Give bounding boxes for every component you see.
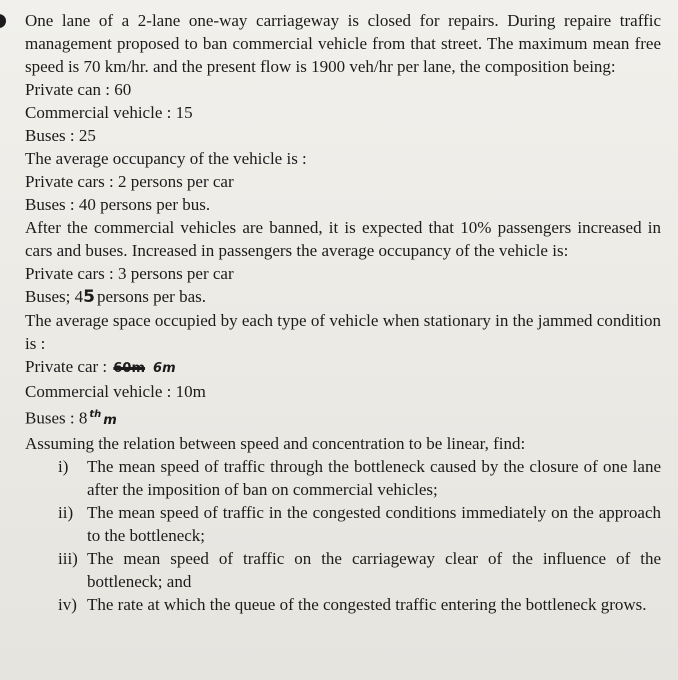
question-number: i) (58, 456, 69, 476)
question-item (25, 501, 661, 547)
composition-private: Private can : 60 (25, 80, 132, 99)
space-buses-label: Buses : 8 (25, 408, 88, 428)
question-text: The mean speed of traffic on the carriageway clear of the influence of the bottleneck; and (87, 548, 661, 591)
question-list (25, 455, 661, 616)
question-item (25, 593, 661, 616)
composition-buses: Buses : 25 (25, 126, 96, 145)
question-item (25, 547, 661, 593)
question-text: The rate at which the queue of the congested traffic entering the bottleneck grows. (87, 594, 647, 614)
new-occupancy-cars: Private cars : 3 persons per car (25, 264, 234, 283)
handwritten-sup: th (89, 409, 102, 420)
question-number: iv) (58, 594, 77, 614)
new-occupancy-buses (25, 285, 661, 309)
occupancy-buses: Buses : 40 persons per bus. (25, 195, 211, 214)
space-commercial: Commercial vehicle : 10m (25, 382, 206, 401)
question-number: iii) (58, 548, 78, 568)
space-heading: The average space occupied by each type of vehicle when stationary in the jammed condition is : (25, 311, 661, 353)
new-occupancy-buses-prefix: Buses; 4 (25, 287, 84, 306)
struck-value: 60m (113, 361, 146, 376)
occupancy-heading: The average occupancy of the vehicle is : (25, 149, 307, 168)
bullet-mark (0, 14, 6, 28)
after-ban-paragraph: After the commercial vehicles are banned, it is expected that 10% passengers increased in cars and buses. Increased in passengers the average occupancy of the vehicle is: (25, 218, 661, 260)
question-text: The mean speed of traffic in the congested conditions immediately on the approach to the bottleneck; (87, 502, 661, 545)
handwritten-correction: 6m (153, 361, 176, 376)
question-text: The mean speed of traffic through the bottleneck caused by the closure of one lane after the imposition of ban on commercial vehicles; (87, 456, 661, 499)
space-buses (25, 403, 661, 432)
question-item (25, 455, 661, 501)
space-private-label: Private car : (25, 357, 112, 376)
handwritten-unit: m (103, 412, 117, 428)
composition-commercial: Commercial vehicle : 15 (25, 103, 193, 122)
handwritten-correction: 5 (83, 287, 95, 307)
intro-paragraph: One lane of a 2-lane one-way carriageway is closed for repairs. During repaire traffic management proposed to ban commercial vehicle from that street. The maximum mean free speed is 70 km/hr. and the present flow is 1900 veh/hr per lane, the composition being: (25, 11, 661, 76)
problem-text (25, 9, 661, 616)
assumption-line: Assuming the relation between speed and concentration to be linear, find: (25, 433, 526, 453)
new-occupancy-buses-suffix: persons per bas. (96, 287, 206, 306)
occupancy-cars: Private cars : 2 persons per car (25, 172, 234, 191)
space-private (25, 355, 661, 380)
question-number: ii) (58, 502, 74, 522)
